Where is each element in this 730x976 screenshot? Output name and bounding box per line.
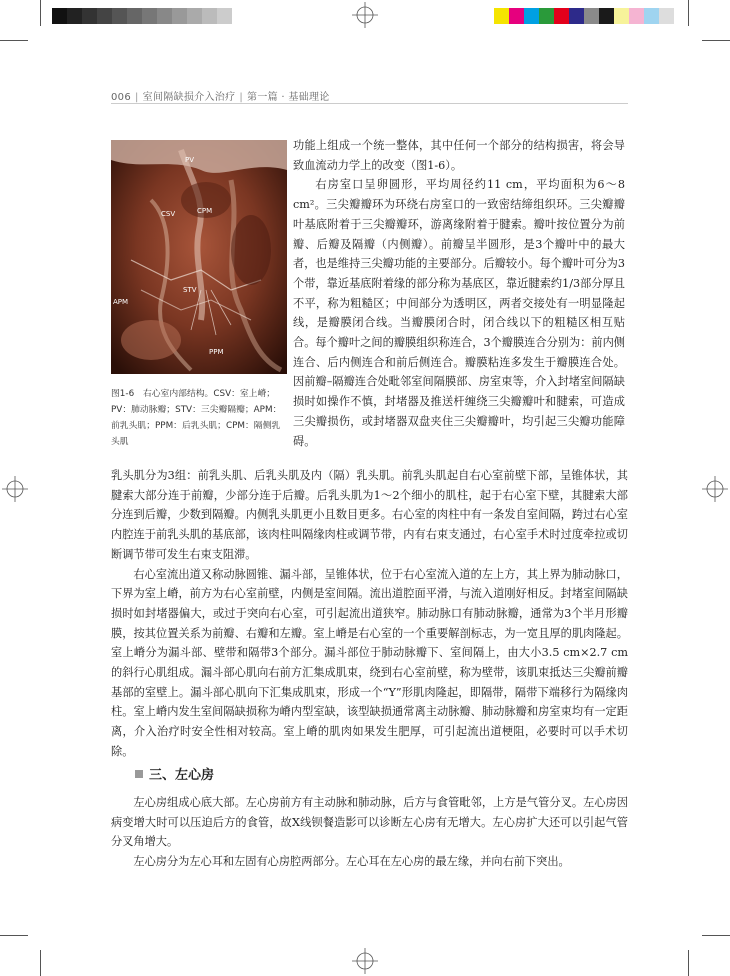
paragraph: 右心室流出道又称动脉圆锥、漏斗部，呈锥体状，位于右心室流入道的左上方，其上界为肺动脉口，下界为室上嵴，前方为右心室前壁，内侧是室间隔。流出道腔面平滑，与流入道刚好相反。封堵室间隔缺损时如封堵器偏大，或过于突向右心室，可引起流出道狭窄。肺动脉口有肺动脉瓣，通常为3个半月形瓣膜，按其位置关系为前瓣、右瓣和左瓣。室上嵴是右心室的一个重要解剖标志，为一宽且厚的肌肉隆起。室上嵴分为漏斗部、壁带和隔带3个部分。漏斗部位于肺动脉瓣下、室间隔上，由大小3.5 cm×2.7 cm的斜行心肌组成。漏斗部心肌向右前方汇集成肌束，绕到右心室前壁，称为壁带，该肌束抵达三尖瓣前瓣基部的室壁上。漏斗部心肌向下汇集成肌束，形成一个“Y”形肌肉隆起，即隔带，隔带下端移行为隔缘肉柱。室上嵴内发生室间隔缺损称为嵴内型室缺，该型缺损通常离主动脉瓣、肺动脉瓣和房室束均有一定距离，介入治疗时安全性相对较高。室上嵴的肌肉如果发生肥厚，可引起流出道梗阻，必要时可以手术切除。 (111, 567, 628, 758)
page-number: 006 (111, 92, 131, 103)
crop-mark (688, 0, 689, 26)
paragraph: 右房室口呈卵圆形，平均周径约11 cm，平均面积为6～8 cm²。三尖瓣瓣环为环绕右房室口的一致密结缔组织环。三尖瓣瓣叶基底附着于三尖瓣瓣环，游离缘附着于腱索。瓣叶按位置分为前瓣、后瓣及隔瓣（内侧瓣）。前瓣呈半圆形，是3个瓣叶中的最大者，也是维持三尖瓣功能的主要部分。后瓣较小。每个瓣叶可分为3个带，靠近基底附着缘的部分称为基底区，靠近腱索约1/3部分厚且不平，称为粗糙区；中间部分为透明区，两者交接处有一明显隆起线，是瓣膜闭合线。当瓣膜闭合时，闭合线以下的粗糙区相互贴合。每个瓣叶之间的瓣膜组织称连合，3个瓣膜连合分别为：前内侧连合、后内侧连合和前后侧连合。瓣膜粘连多发生于瓣膜连合处。因前瓣–隔瓣连合处毗邻室间隔膜部、房室束等，介入封堵室间隔缺损时如操作不慎，封堵器及推送杆缠绕三尖瓣瓣叶和腱索，可造成三尖瓣损伤，或封堵器双盘夹住三尖瓣瓣叶，均引起三尖瓣功能障碍。 (293, 178, 625, 448)
part-title: 第一篇 · 基础理论 (247, 92, 330, 103)
registration-mark (702, 476, 728, 502)
label-apm: APM (113, 298, 129, 306)
section-heading (135, 764, 214, 783)
crop-mark (40, 950, 41, 976)
right-column-text (293, 136, 625, 451)
full-width-text (111, 466, 628, 762)
registration-mark (352, 2, 378, 28)
crop-mark (0, 40, 28, 41)
crop-mark (702, 40, 730, 41)
label-csv: CSV (161, 210, 176, 218)
registration-mark (2, 476, 28, 502)
crop-mark (688, 950, 689, 976)
figure-caption: 图1-6 右心室内部结构。CSV：室上嵴；PV：肺动脉瓣；STV：三尖瓣隔瓣；APM：前乳头肌；PPM：后乳头肌；CPM：隔侧乳头肌 (111, 389, 282, 447)
section-title: 三、左心房 (149, 768, 215, 783)
label-stv: STV (183, 286, 197, 294)
header-rule (111, 103, 628, 104)
registration-mark (352, 948, 378, 974)
label-cpm: CPM (197, 207, 213, 215)
label-ppm: PPM (209, 348, 224, 356)
crop-mark (0, 935, 28, 936)
paragraph: 功能上组成一个统一整体，其中任何一个部分的结构损害，将会导致血流动力学上的改变（图1-6）。 (293, 139, 625, 172)
full-width-text (111, 793, 628, 872)
color-calibration-bar (494, 8, 674, 24)
figure-photo (111, 140, 287, 374)
crop-mark (40, 0, 41, 26)
paragraph: 左心房组成心底大部。左心房前方有主动脉和肺动脉，后方与食管毗邻，上方是气管分叉。左心房因病变增大时可以压迫后方的食管，故X线钡餐造影可以诊断左心房有无增大。左心房扩大还可以引起气管分叉角增大。 (111, 796, 628, 849)
paragraph: 乳头肌分为3组：前乳头肌、后乳头肌及内（隔）乳头肌。前乳头肌起自右心室前壁下部，呈锥体状，其腱索大部分连于前瓣，少部分连于后瓣。后乳头肌为1～2个细小的肌柱，起于右心室下壁，其腱索大部分连到后瓣，少数到隔瓣。内侧乳头肌更小且数目更多。右心室的肉柱中有一条发自室间隔，跨过右心室内腔连于前乳头肌的基底部，该肉柱叫隔缘肉柱或调节带，内有右束支通过，右心室手术时过度牵拉或切断调节带可发生右束支阻滞。 (111, 469, 628, 561)
paragraph: 左心房分为左心耳和左固有心房腔两部分。左心耳在左心房的最左缘，并向右前下突出。 (133, 855, 570, 869)
grayscale-calibration-bar (52, 8, 232, 24)
book-title: 室间隔缺损介入治疗 (142, 92, 236, 103)
section-bullet (135, 770, 143, 778)
crop-mark (702, 935, 730, 936)
running-header: 006 | 室间隔缺损介入治疗 | 第一篇 · 基础理论 (111, 92, 330, 103)
label-pv: PV (185, 156, 195, 164)
